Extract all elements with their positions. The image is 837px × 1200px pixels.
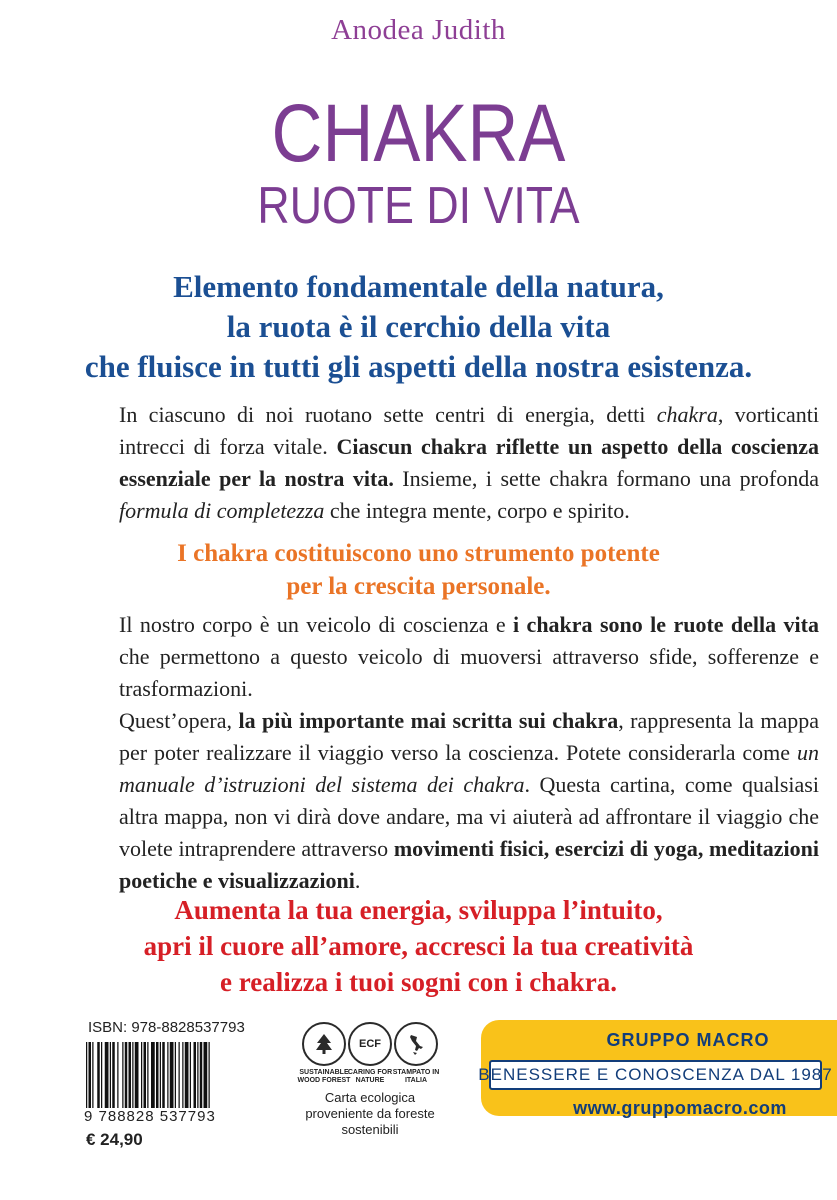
highlight-line: apri il cuore all’amore, accresci la tua creatività (143, 931, 694, 961)
description-paragraph-2 (119, 609, 819, 897)
highlight-line: e realizza i tuoi sogni con i chakra. (220, 967, 617, 997)
book-subtitle: RUOTE DI VITA (257, 177, 580, 235)
eco-paper-note: Carta ecologica proveniente da foreste sostenibili (305, 1090, 435, 1137)
highlight-line: I chakra costituiscono uno strumento potente (177, 540, 660, 567)
price: € 24,90 (86, 1130, 143, 1149)
lead-statement (0, 267, 837, 387)
text-run: che permettono a questo veicolo di muoversi attraverso sfide, sofferenze e trasformazioni. (119, 644, 819, 701)
author-name: Anodea Judith (331, 14, 506, 46)
book-title: CHAKRA (271, 88, 566, 179)
italic-run: un manuale d’istruzioni del sistema dei chakra (119, 740, 819, 797)
text-run: . Questa cartina, come qualsiasi altra mappa, non vi dirà dove andare, ma vi aiuterà ad affrontare il viaggio che volete intraprendere attraverso (119, 772, 819, 861)
italic-run: formula di completezza (119, 498, 325, 523)
highlight-line: per la crescita personale. (286, 573, 551, 600)
bold-run: Ciascun chakra riflette un aspetto della coscienza essenziale per la nostra vita. (119, 434, 819, 491)
italic-run: chakra (656, 402, 718, 427)
eco-badge-label: CARING FOR NATURE (347, 1069, 393, 1084)
ecf-icon: ECF (348, 1022, 392, 1066)
isbn-label: ISBN: 978-8828537793 (88, 1019, 245, 1036)
italy-icon (394, 1022, 438, 1066)
text-run: . (354, 868, 361, 893)
text-run: In ciascuno di noi ruotano sette centri di energia, detti (119, 402, 657, 427)
bold-run: i chakra sono le ruote della vita (513, 612, 819, 637)
bold-run: la più importante mai scritta sui chakra (238, 708, 619, 733)
publisher-slogan: BENESSERE E CONOSCENZA DAL 1987 (489, 1060, 822, 1090)
text-run: Quest’opera, (119, 708, 239, 733)
lead-line: che fluisce in tutti gli aspetti della nostra esistenza. (84, 349, 753, 384)
description-paragraph-1 (119, 399, 819, 527)
lead-line: Elemento fondamentale della natura, (173, 269, 664, 304)
highlight-line: Aumenta la tua energia, sviluppa l’intuito, (174, 895, 663, 925)
lead-line: la ruota è il cerchio della vita (226, 309, 611, 344)
barcode-number: 9 788828 537793 (84, 1108, 216, 1125)
text-run: che integra mente, corpo e spirito. (324, 498, 630, 523)
highlight-red (0, 892, 837, 1000)
highlight-orange (0, 537, 837, 603)
text-run: , vorticanti intrecci di forza vitale. (119, 402, 819, 459)
bold-run: movimenti fisici, esercizi di yoga, meditazioni poetiche e visualizzazioni (119, 836, 819, 893)
tree-icon (302, 1022, 346, 1066)
text-run: Il nostro corpo è un veicolo di coscienza e (119, 612, 514, 637)
eco-badge-italy (394, 1022, 438, 1085)
publisher-name: GRUPPO MACRO (606, 1030, 770, 1050)
publisher-website[interactable]: www.gruppomacro.com (573, 1098, 787, 1118)
eco-badge-label: SUSTAINABLE WOOD FOREST (297, 1069, 351, 1084)
eco-badge-label: STAMPATO IN ITALIA (392, 1069, 440, 1084)
text-run: , rappresenta la mappa per poter realizzare il viaggio verso la coscienza. Potete considerarla come (119, 708, 819, 765)
barcode (84, 1042, 274, 1108)
text-run: Insieme, i sette chakra formano una profonda (393, 466, 819, 491)
